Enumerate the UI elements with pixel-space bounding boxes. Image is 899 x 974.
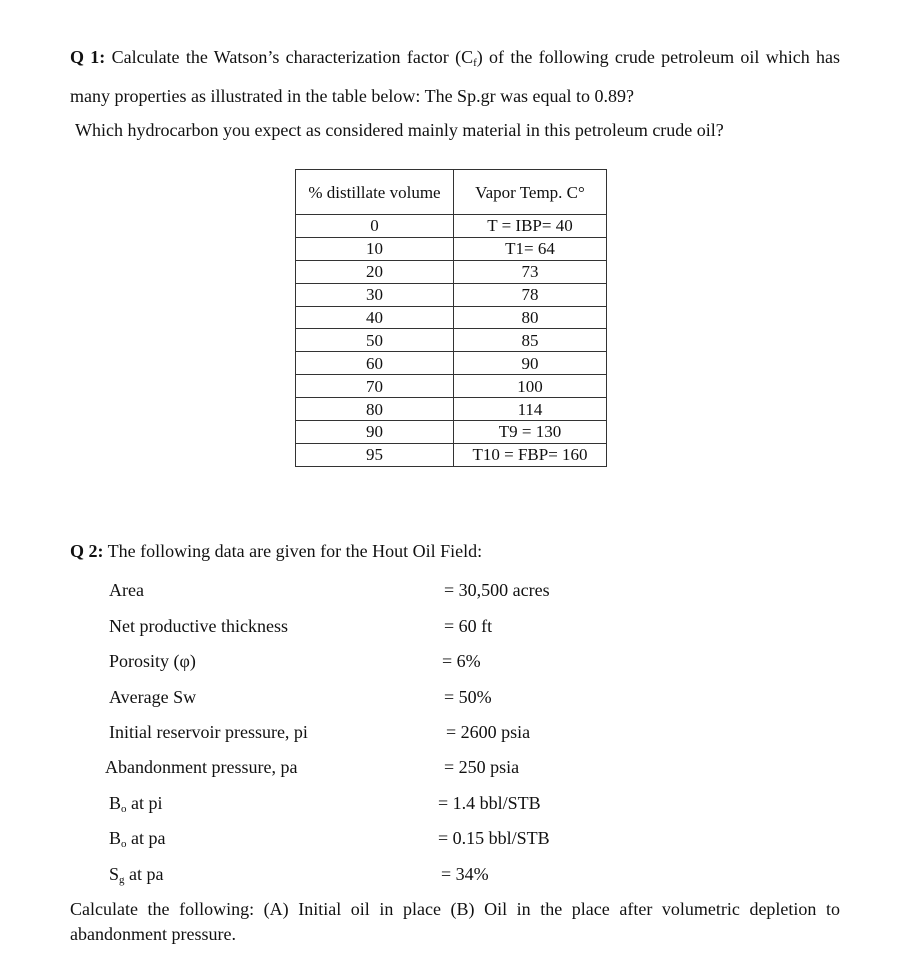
cell-temp: 114 [454,398,607,421]
field-label-sw: Average Sw [109,687,197,707]
cell-temp: T9 = 130 [454,421,607,444]
field-label-bo-pi: $B_o$ at pi [109,793,163,815]
table-row [296,375,607,398]
cell-volume: 20 [296,260,454,283]
cell-temp: 78 [454,283,607,306]
cell-temp: 90 [454,352,607,375]
cell-volume: 40 [296,306,454,329]
table-row [296,398,607,421]
field-value-porosity: = 6% [442,651,481,671]
field-value-area: = 30,500 acres [444,580,550,600]
field-value-pi: = 2600 psia [446,722,531,742]
table-row [296,237,607,260]
q2-intro: The following data are given for the Hout Oil Field: [103,541,483,561]
field-value-pa: = 250 psia [444,757,520,777]
table-row [296,215,607,238]
field-label-bo-pa: $B_o$ at pa [109,828,166,850]
field-label-area: Area [109,580,144,600]
cell-volume: 95 [296,443,454,466]
distillation-table [295,169,607,467]
field-label-thickness: Net productive thickness [109,616,288,636]
field-value-bo-pa: = 0.15 bbl/STB [438,828,550,848]
field-label-porosity: Porosity (φ) [109,651,196,671]
cell-temp: 85 [454,329,607,352]
table-row [296,306,607,329]
cell-temp: T = IBP= 40 [454,215,607,238]
field-value-sg-pa: = 34% [441,864,489,884]
table-row [296,443,607,466]
cell-volume: 80 [296,398,454,421]
q1-text-sub: f [473,57,477,69]
field-value-bo-pi: = 1.4 bbl/STB [438,793,541,813]
header-distillate-volume: % distillate volume [296,170,454,215]
q2-heading [70,541,482,562]
cell-temp: 80 [454,306,607,329]
cell-temp: T10 = FBP= 160 [454,443,607,466]
q1-text-b: ) of the following crude petroleum oil which has many properties as illustrated in the table below: The Sp.gr was equal to 0.89? [70,47,840,106]
header-vapor-temp: Vapor Temp. C° [454,170,607,215]
q2-closing: Calculate the following: (A) Initial oil in place (B) Oil in the place after volumetric depletion to abandonment pressure. [70,899,840,944]
table-row [296,260,607,283]
cell-volume: 70 [296,375,454,398]
cell-volume: 60 [296,352,454,375]
q2-label: Q 2: [70,541,104,561]
field-label-pi: Initial reservoir pressure, pi [109,722,308,742]
cell-temp: T1= 64 [454,237,607,260]
cell-volume: 0 [296,215,454,238]
cell-volume: 50 [296,329,454,352]
q1-label: Q 1: [70,47,106,67]
table-row [296,283,607,306]
cell-volume: 90 [296,421,454,444]
q1-statement [70,41,840,113]
table-row [296,352,607,375]
cell-temp: 73 [454,260,607,283]
field-label-pa: Abandonment pressure, pa [105,757,298,777]
table-header-row [296,170,607,215]
table-row [296,329,607,352]
cell-volume: 30 [296,283,454,306]
q1-text-a: Calculate the Watson’s characterization factor (C [105,47,474,67]
field-label-sg-pa: $S_g$ at pa [109,864,164,886]
q1-question: Which hydrocarbon you expect as considered mainly material in this petroleum crude oil? [75,120,724,140]
cell-temp: 100 [454,375,607,398]
field-value-sw: = 50% [444,687,492,707]
cell-volume: 10 [296,237,454,260]
field-value-thickness: = 60 ft [444,616,493,636]
table-row [296,421,607,444]
